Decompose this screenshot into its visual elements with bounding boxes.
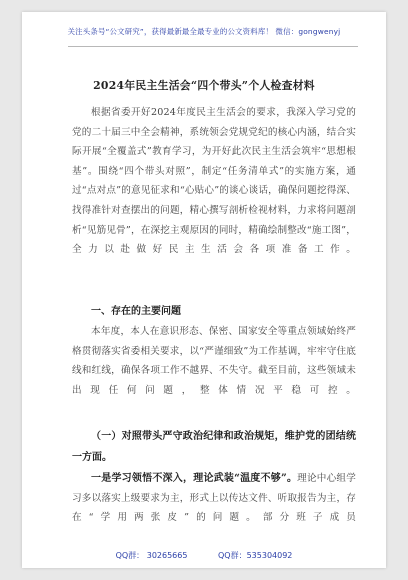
section-heading: 一、存在的主要问题 <box>91 306 181 317</box>
footer <box>22 550 386 561</box>
section-paragraph: 本年度，本人在意识形态、保密、国家安全等重点领域始终严格贯彻落实省委相关要求，以“严谨细致”为工作基调，牢牢守住底线和红线，确保各项工作不越界、不失守。截至目前，这些领域未出现任何问题，整体情况平稳可控。 <box>72 326 356 396</box>
header-divider <box>68 46 358 47</box>
header-notice: 关注头条号“公文研究”，获得最新最全最专业的公文资料库！ 微信：gongwenyj <box>67 27 341 36</box>
subsection-heading: （一）对照带头严守政治纪律和政治规矩，维护党的团结统一方面。 <box>72 431 356 463</box>
document-title: 2024年民主生活会“四个带头”个人检查材料 <box>93 79 315 92</box>
point-paragraph <box>72 469 356 528</box>
footer-qq-group-1: QQ群： 30265665 <box>115 551 188 560</box>
document-page <box>22 12 386 568</box>
point-text: 理论中心组学习多以落实上级要求为主，形式上以传达文件、听取报告为主，存在“学用两张皮”的问题。部分班子成员 <box>72 473 356 524</box>
footer-qq-group-2: QQ群：535304092 <box>218 551 293 560</box>
intro-paragraph: 根据省委开好2024年度民主生活会的要求，我深入学习党的党的二十届三中全会精神，系统领会党规党纪的核心内涵，结合实际开展“全覆盖式”教育学习，为开好此次民主生活会筑牢“思想根基”。围绕“四个带头对照”，制定“任务清单式”的实施方案，通过“点对点”的意见征求和“心贴心”的谈心谈话，确保问题挖得深、找得准针对查摆出的问题，精心撰写剖析检视材料，力求将问题剖析“见筋见骨”，在深挖主观原因的同时，精确绘制整改“施工图”，全力以赴做好民主生活会各项准备工作。 <box>72 107 356 256</box>
point-lead: 一是学习领悟不深入，理论武装“温度不够”。 <box>91 473 298 484</box>
